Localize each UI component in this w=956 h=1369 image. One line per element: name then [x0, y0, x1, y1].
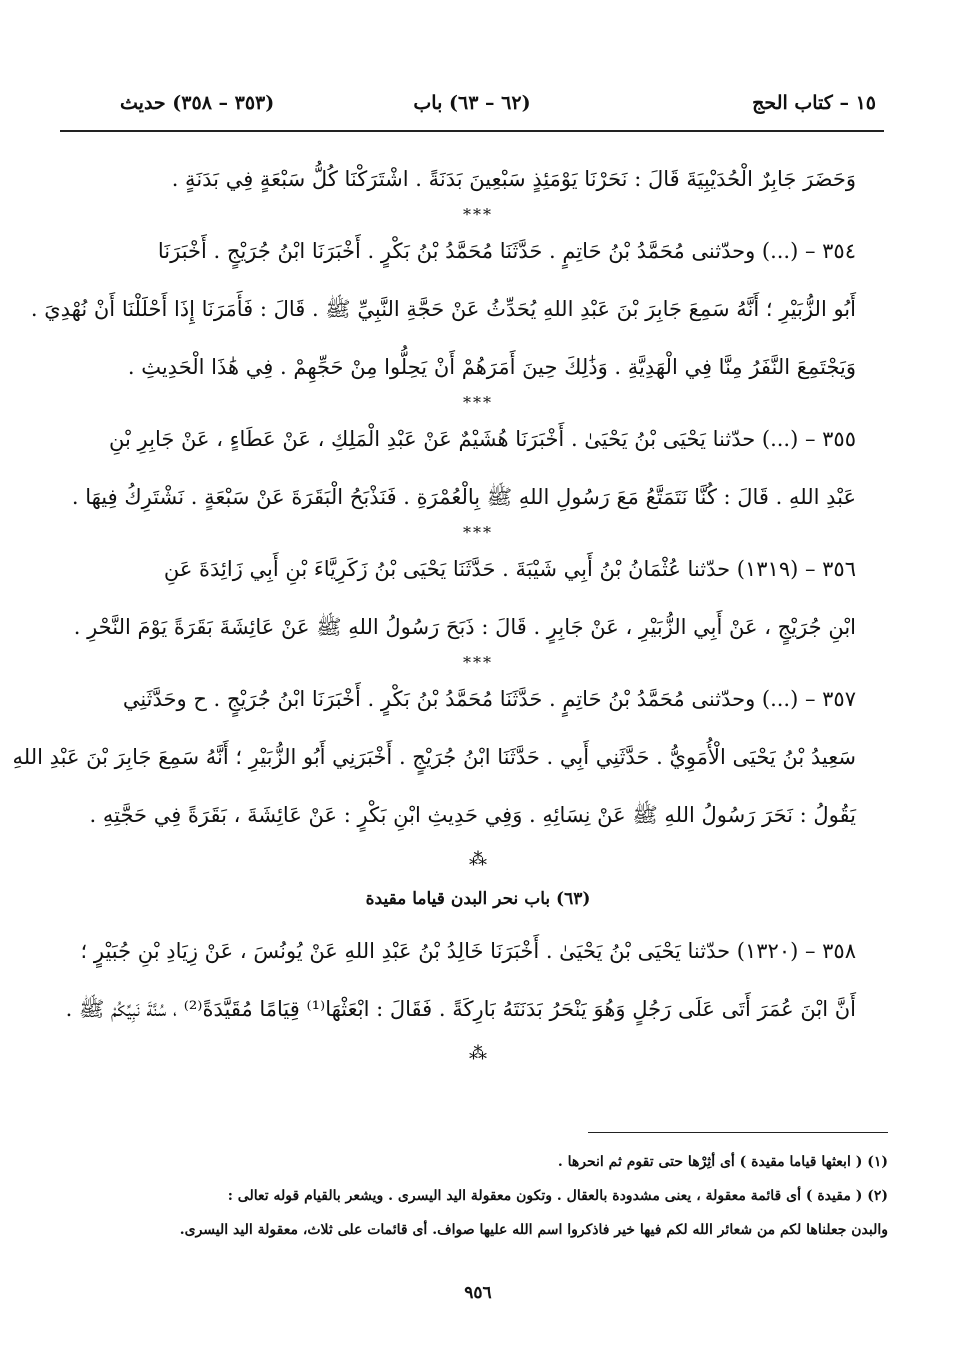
- text-line: سَعِيدُ بْنُ يَحْيَى الْأُمَوِيُّ . حَدَّثَنِي أَبِي . حَدَّثَنَا ابْنُ جُرَيْجٍ . أَخْبَرَنِي أَبُو الزُّبَيْرِ ؛ أَنَّهُ سَمِعَ جَابِرَ بْنَ عَبْدِ اللهِ: [12, 745, 856, 769]
- chapter-ornament: ⁂: [469, 849, 487, 870]
- page-number: ٩٥٦: [464, 1283, 492, 1303]
- section-separator: ***: [463, 393, 493, 412]
- text-line: ٣٥٤ – (...) وحدّثنى مُحَمَّدُ بْنُ حَاتِمٍ . حَدَّثَنَا مُحَمَّدُ بْنُ بَكْرٍ . أَخْبَرَنَا ابْنُ جُرَيْجٍ . أَخْبَرَنَا: [157, 239, 856, 263]
- header-rule: [60, 130, 884, 132]
- footnote: (٢) ( مقيدة ) أى قائمة معقولة ، يعنى مشدودة بالعقال . وتكون معقولة اليد اليسرى . ويشعر بالقيام قوله تعالى :: [227, 1188, 888, 1204]
- hadith-range: (٣٥٣ – ٣٥٨) حديث: [120, 92, 275, 114]
- text-line: أَنَّ ابْنَ عُمَرَ أَتَى عَلَى رَجُلٍ وَهُوَ يَنْحَرُ بَدَنَتَهُ بَارِكَةً . فَقَالَ : ابْعَثْهَا⁽¹⁾ قِيَامًا مُقَيَّدَةً⁽²⁾ ، سُنَّةَ نَبِيِّكُمْ ﷺ .: [65, 997, 856, 1021]
- section-separator: ***: [463, 653, 493, 672]
- footnotes: [60, 1145, 888, 1247]
- text-line: ابْنِ جُرَيْجٍ ، عَنْ أَبِي الزُّبَيْرِ ، عَنْ جَابِرٍ . قَالَ : ذَبَحَ رَسُولُ اللهِ ﷺ عَنْ عَائِشَةَ بَقَرَةً يَوْمَ النَّحْرِ .: [73, 615, 856, 639]
- section-separator: ***: [463, 523, 493, 542]
- text-line: ٣٥٨ – (١٣٢٠) حدّثنا يَحْيَى بْنُ يَحْيَىٰ . أَخْبَرَنَا خَالِدُ بْنُ عَبْدِ اللهِ عَنْ يُونُسَ ، عَنْ زِيَادِ بْنِ جُبَيْرٍ ؛: [80, 939, 856, 963]
- text-line: ٣٥٦ – (١٣١٩) حدّثنا عُثْمَانُ بْنُ أَبِي شَيْبَةَ . حَدَّثَنَا يَحْيَى بْنُ زَكَرِيَّاءَ بْنِ أَبِي زَائِدَةَ عَنِ: [163, 557, 856, 581]
- running-header: [60, 92, 884, 126]
- text-line: يَقُولُ : نَحَرَ رَسُولُ اللهِ ﷺ عَنْ نِسَائِهِ . وَفِي حَدِيثِ ابْنِ بَكْرٍ : عَنْ عَائِشَةَ ، بَقَرَةً فِي حَجَّتِهِ .: [89, 803, 856, 827]
- chapter-title: (٦٣) باب نحر البدن قياما مقيدة: [365, 889, 591, 909]
- end-ornament: ⁂: [469, 1043, 487, 1064]
- text-line: وَيَجْتَمِعَ النَّفَرُ مِنَّا فِي الْهَدِيَّةِ . وَذَٰلِكَ حِينَ أَمَرَهُمْ أَنْ يَحِلُّوا مِنْ حَجِّهِمْ . فِي هَٰذَا الْحَدِيثِ .: [127, 355, 856, 379]
- main-text: [12, 150, 856, 1070]
- text-line: ٣٥٥ – (...) حدّثنا يَحْيَى بْنُ يَحْيَىٰ . أَخْبَرَنَا هُشَيْمٌ عَنْ عَبْدِ الْمَلِكِ ، عَنْ عَطَاءٍ ، عَنْ جَابِرِ بْنِ: [109, 427, 856, 451]
- footnote: (١) ( ابعثها قياما مقيدة ) أى أثِرْها حتى تقوم ثم انحرها .: [557, 1154, 888, 1170]
- footnote-rule: [588, 1132, 888, 1133]
- text-line: ٣٥٧ – (...) وحدّثنى مُحَمَّدُ بْنُ حَاتِمٍ . حَدَّثَنَا مُحَمَّدُ بْنُ بَكْرٍ . أَخْبَرَنَا ابْنُ جُرَيْجٍ . ح وحَدَّثَنِي: [122, 687, 856, 711]
- text-line: أَبُو الزُّبَيْرِ ؛ أَنَّهُ سَمِعَ جَابِرَ بْنَ عَبْدِ اللهِ يُحَدِّثُ عَنْ حَجَّةِ النَّبِيِّ ﷺ . قَالَ : فَأَمَرَنَا إِذَا أَحْلَلْنَا أَنْ نُهْدِيَ .: [30, 297, 856, 321]
- bab-range: (٦٢ – ٦٣) باب: [413, 92, 531, 114]
- text-line: وَحَضَرَ جَابِرٌ الْحُدَيْبِيَةَ قَالَ : نَحَرْنَا يَوْمَئِذٍ سَبْعِينَ بَدَنَةً . اشْتَرَكْنَا كُلُّ سَبْعَةٍ فِي بَدَنَةٍ .: [171, 167, 856, 191]
- text-line: عَبْدِ اللهِ . قَالَ : كُنَّا نَتَمَتَّعُ مَعَ رَسُولِ اللهِ ﷺ بِالْعُمْرَةِ . فَنَذْبَحُ الْبَقَرَةَ عَنْ سَبْعَةٍ . نَشْتَرِكُ فِيهَا .: [71, 485, 856, 509]
- footnote: والبدن جعلناها لكم من شعائر الله لكم فيها خير فاذكروا اسم الله عليها صواف. أى قائمات على ثلاث، معقولة اليد اليسرى.: [179, 1222, 888, 1238]
- book-title: ١٥ – كتاب الحج: [752, 92, 876, 114]
- section-separator: ***: [463, 205, 493, 224]
